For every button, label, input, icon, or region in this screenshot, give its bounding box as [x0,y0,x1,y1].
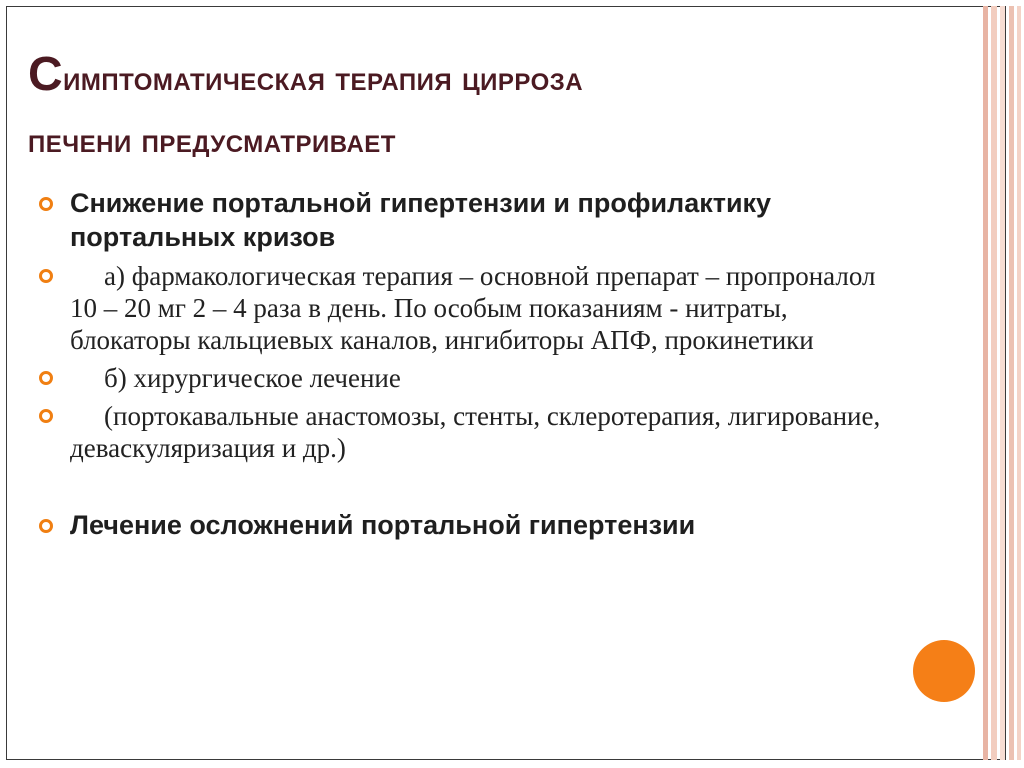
ring-bullet-icon [39,409,53,423]
title-initial-letter: С [28,48,64,101]
decorative-orange-circle [913,640,975,702]
bullet-list [36,186,896,542]
right-decorative-stripe-1 [983,6,988,760]
bullet-text: а) фармакологическая терапия – основной препарат – пропроналол 10 – 20 мг 2 – 4 раза в день. По особым показаниям - нитраты, блокаторы кальциевых каналов, ингибиторы АПФ, прокинетики [70,261,876,355]
right-decorative-stripe-4 [1009,6,1014,760]
ring-bullet-icon [39,197,53,211]
right-decorative-stripe-3 [1000,6,1005,760]
bullet-item-surgical-treatment [36,362,896,394]
ring-bullet-icon [39,269,53,283]
ring-bullet-icon [39,519,53,533]
bullet-item-portal-hypertension [36,186,896,254]
title-line-1: Симптоматическая терапия цирроза [28,48,584,101]
slide-title [28,44,968,172]
bullet-item-surgical-methods [36,400,896,464]
right-decorative-stripe-2 [991,6,997,760]
bullet-item-pharmacological-therapy [36,260,896,356]
bullet-text: Снижение портальной гипертензии и профилактику портальных кризов [70,188,772,252]
title-line-2: печени предусматривает [28,122,396,160]
ring-bullet-icon [39,371,53,385]
bullet-text: Лечение осложнений портальной гипертензии [70,510,696,540]
bullet-text: (портокавальные анастомозы, стенты, склеротерапия, лигирование, деваскуляризация и др.) [70,401,881,463]
bullet-item-complications-treatment [36,508,896,542]
bullet-text: б) хирургическое лечение [104,363,401,393]
right-decorative-stripe-5 [1017,6,1021,760]
